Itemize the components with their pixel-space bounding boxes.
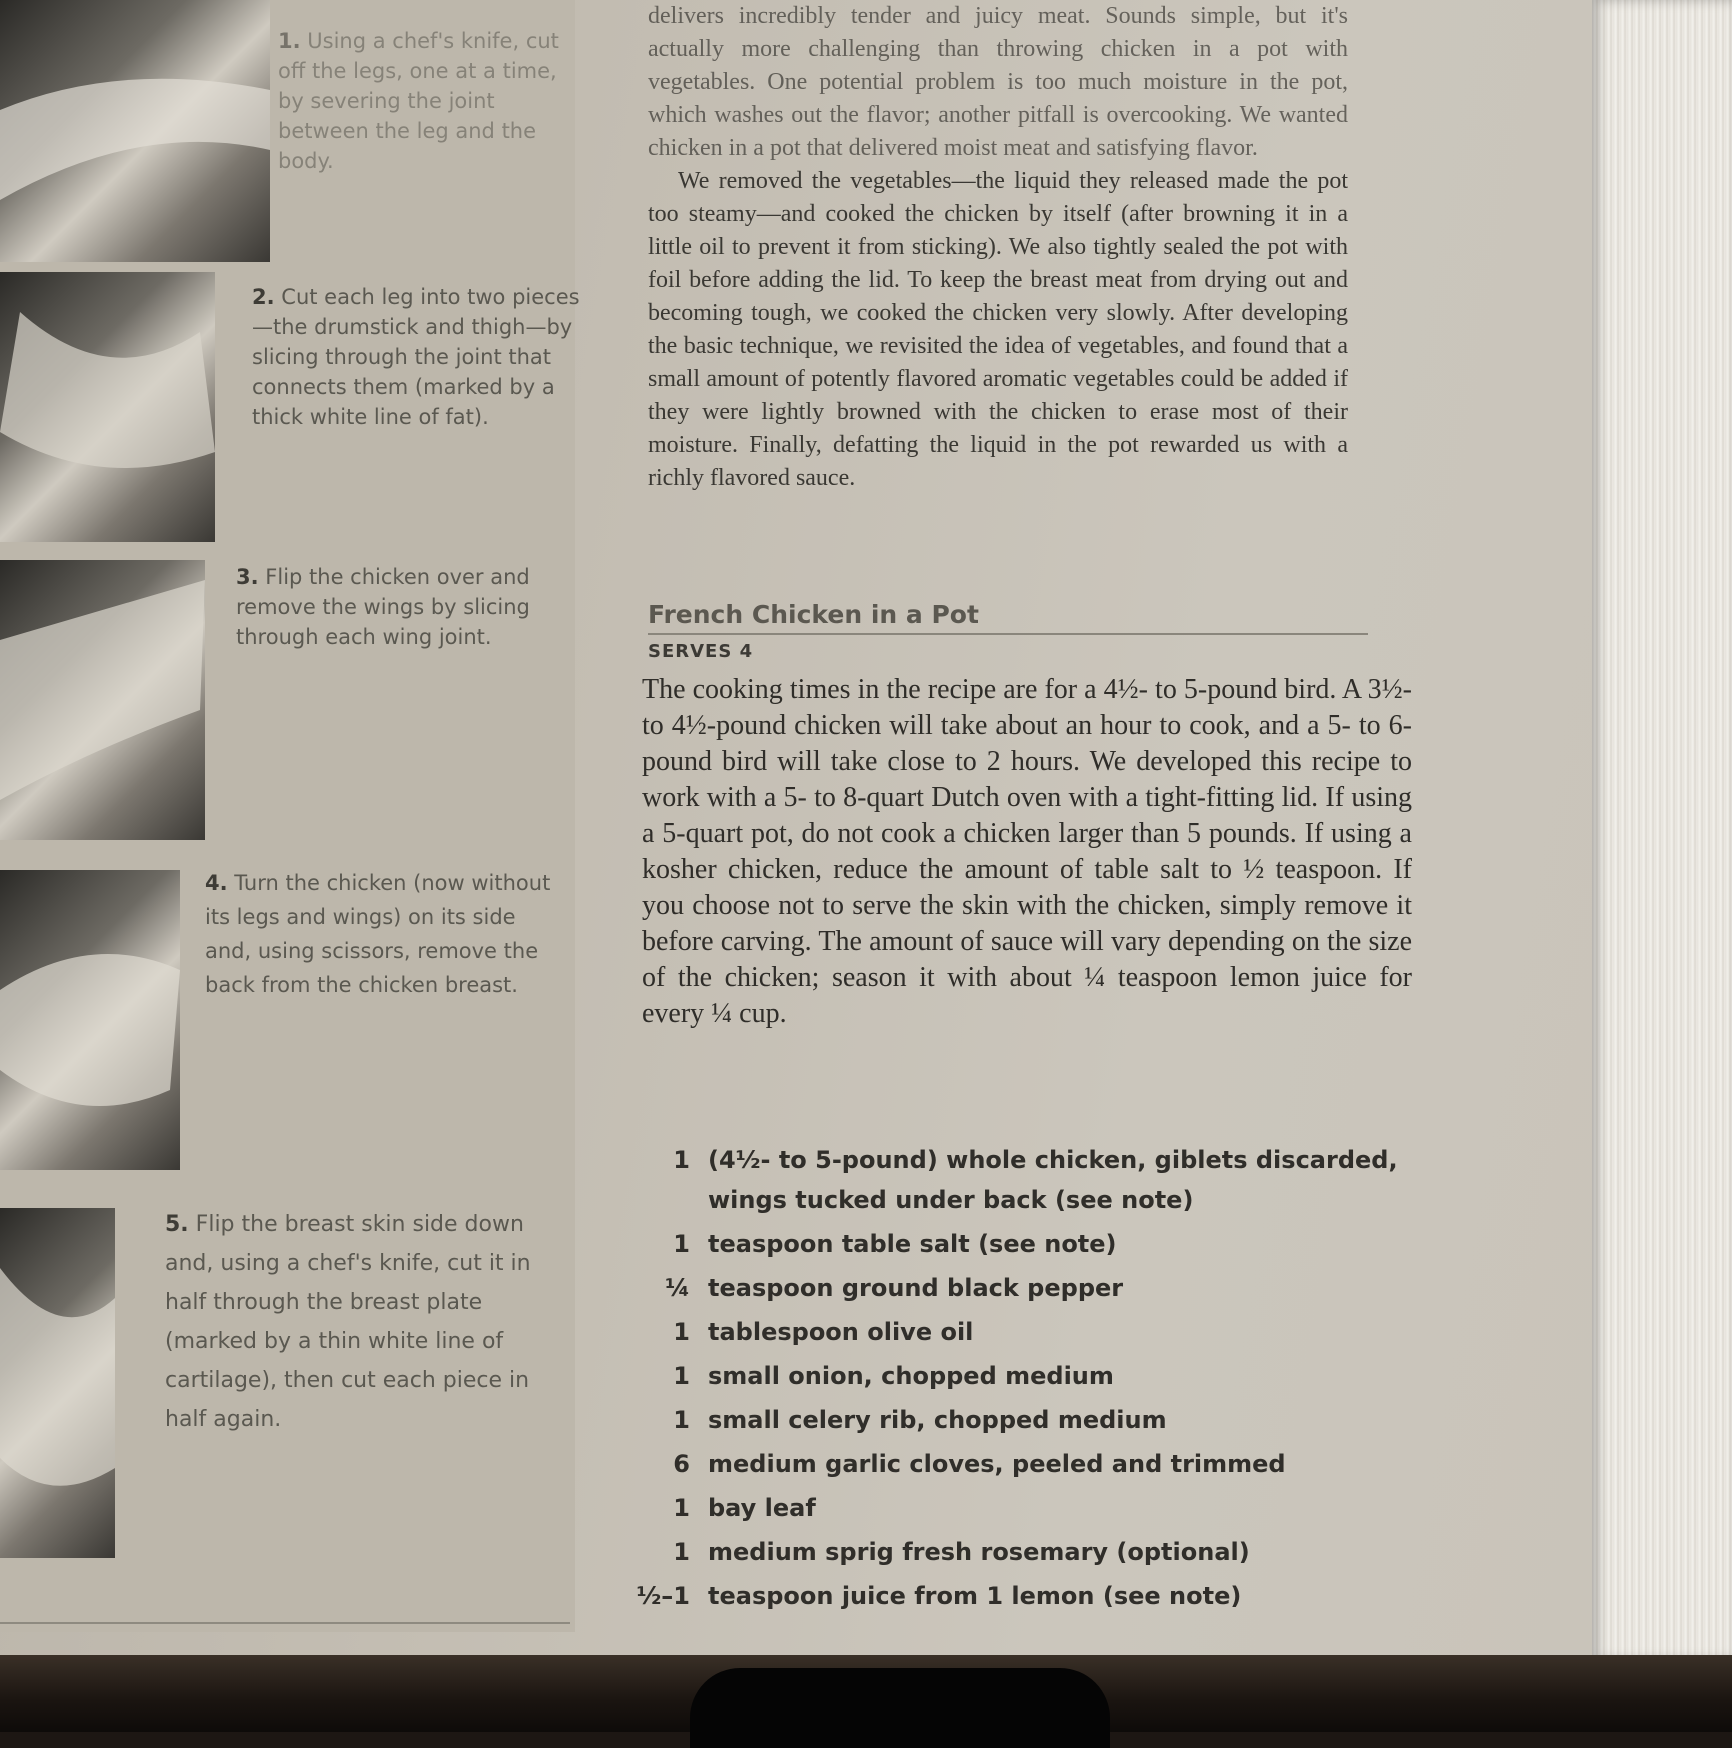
step-2 (252, 282, 582, 432)
step-text: Turn the chicken (now without its legs and wings) on its side and, using scissors, remove the back from the chicken breast. (205, 871, 551, 997)
intro-paragraph-2: We removed the vegetables—the liquid they released made the pot too steamy—and cooked the chicken by itself (after browning it in a little oil to prevent it from sticking). We also tightly sealed the pot with foil before adding the lid. To keep the breast meat from drying out and becoming tough, we cooked the chicken very slowly. After developing the basic technique, we revisited the idea of vegetables, and found that a small amount of potently flavored aromatic vegetables could be added if they were lightly browned with the chicken to erase most of their moisture. Finally, defatting the liquid in the pot rewarded us with a richly flavored sauce. (648, 168, 1348, 491)
ingredient-name: bay leaf (708, 1494, 816, 1522)
ingredient-name: medium garlic cloves, peeled and trimmed (708, 1450, 1286, 1478)
step-3 (236, 562, 576, 652)
step-text: Flip the chicken over and remove the wings by slicing through each wing joint. (236, 565, 530, 649)
ingredient-item (620, 1140, 1420, 1220)
ingredient-item (620, 1532, 1420, 1572)
ingredient-name: small celery rib, chopped medium (708, 1406, 1167, 1434)
ingredient-quantity: ¼ (665, 1274, 690, 1302)
page-edges (1592, 0, 1732, 1660)
illustrated-steps-sidebar (0, 0, 580, 1632)
step-5 (165, 1205, 545, 1439)
step-text: Cut each leg into two pieces—the drumstick and thigh—by slicing through the joint that connects them (marked by a thick white line of fat). (252, 285, 580, 429)
step-number: 4. (205, 871, 228, 895)
ingredient-name: teaspoon table salt (see note) (708, 1230, 1117, 1258)
ingredient-name: medium sprig fresh rosemary (optional) (708, 1538, 1250, 1566)
step-text: Using a chef's knife, cut off the legs, one at a time, by severing the joint between the leg and the body. (278, 29, 559, 173)
ingredient-item (620, 1224, 1420, 1264)
ingredient-item (620, 1444, 1420, 1484)
ingredient-quantity: 1 (673, 1230, 690, 1258)
step-photo-4 (0, 870, 180, 1170)
ingredient-item (620, 1268, 1420, 1308)
ingredient-name: teaspoon juice from 1 lemon (see note) (708, 1582, 1242, 1610)
intro-paragraph-1: delivers incredibly tender and juicy meat. Sounds simple, but it's actually more challenging than throwing chicken in a pot with vegetables. One potential problem is too much moisture in the pot, which washes out the flavor; another pitfall is overcooking. We wanted chicken in a pot that delivered moist meat and satisfying flavor. (648, 3, 1348, 161)
ingredient-name: teaspoon ground black pepper (708, 1274, 1124, 1302)
ingredient-list (620, 1140, 1420, 1620)
recipe-title: French Chicken in a Pot (648, 600, 1368, 635)
ingredient-name: small onion, chopped medium (708, 1362, 1114, 1390)
ingredient-item (620, 1356, 1420, 1396)
ingredient-name: (4½- to 5-pound) whole chicken, giblets discarded, wings tucked under back (see note) (708, 1146, 1398, 1214)
step-number: 5. (165, 1212, 189, 1237)
ingredient-quantity: 1 (673, 1538, 690, 1566)
intro-text (648, 0, 1348, 495)
step-1 (278, 26, 578, 176)
ingredient-quantity: 1 (673, 1362, 690, 1390)
step-photo-2 (0, 272, 215, 542)
ingredient-item (620, 1576, 1420, 1616)
step-number: 1. (278, 29, 301, 53)
ingredient-quantity: 1 (673, 1318, 690, 1346)
step-photo-1 (0, 0, 270, 262)
step-photo-5 (0, 1208, 115, 1558)
dark-object (690, 1668, 1110, 1748)
step-number: 3. (236, 565, 259, 589)
ingredient-quantity: 6 (673, 1450, 690, 1478)
step-4 (205, 866, 555, 1002)
ingredient-quantity: ½–1 (636, 1582, 690, 1610)
ingredient-item (620, 1488, 1420, 1528)
ingredient-name: tablespoon olive oil (708, 1318, 974, 1346)
recipe-serves: SERVES 4 (648, 641, 754, 662)
ingredient-item (620, 1312, 1420, 1352)
ingredient-quantity: 1 (673, 1406, 690, 1434)
ingredient-item (620, 1400, 1420, 1440)
ingredient-quantity: 1 (673, 1146, 690, 1174)
ingredient-quantity: 1 (673, 1494, 690, 1522)
recipe-note: The cooking times in the recipe are for a 4½- to 5-pound bird. A 3½- to 4½-pound chicken will take about an hour to cook, and a 5- to 6-pound bird will take close to 2 hours. We developed this recipe to work with a 5- to 8-quart Dutch oven with a tight-fitting lid. If using a 5-quart pot, do not cook a chicken larger than 5 pounds. If using a kosher chicken, reduce the amount of table salt to ½ teaspoon. If you choose not to serve the skin with the chicken, simply remove it before carving. The amount of sauce will vary depending on the size of the chicken; season it with about ¼ teaspoon lemon juice for every ¼ cup. (642, 674, 1412, 1029)
step-text: Flip the breast skin side down and, using a chef's knife, cut it in half through the breast plate (marked by a thin white line of cartilage), then cut each piece in half again. (165, 1212, 531, 1432)
step-number: 2. (252, 285, 275, 309)
sidebar-bottom-rule (0, 1622, 570, 1624)
step-photo-3 (0, 560, 205, 840)
